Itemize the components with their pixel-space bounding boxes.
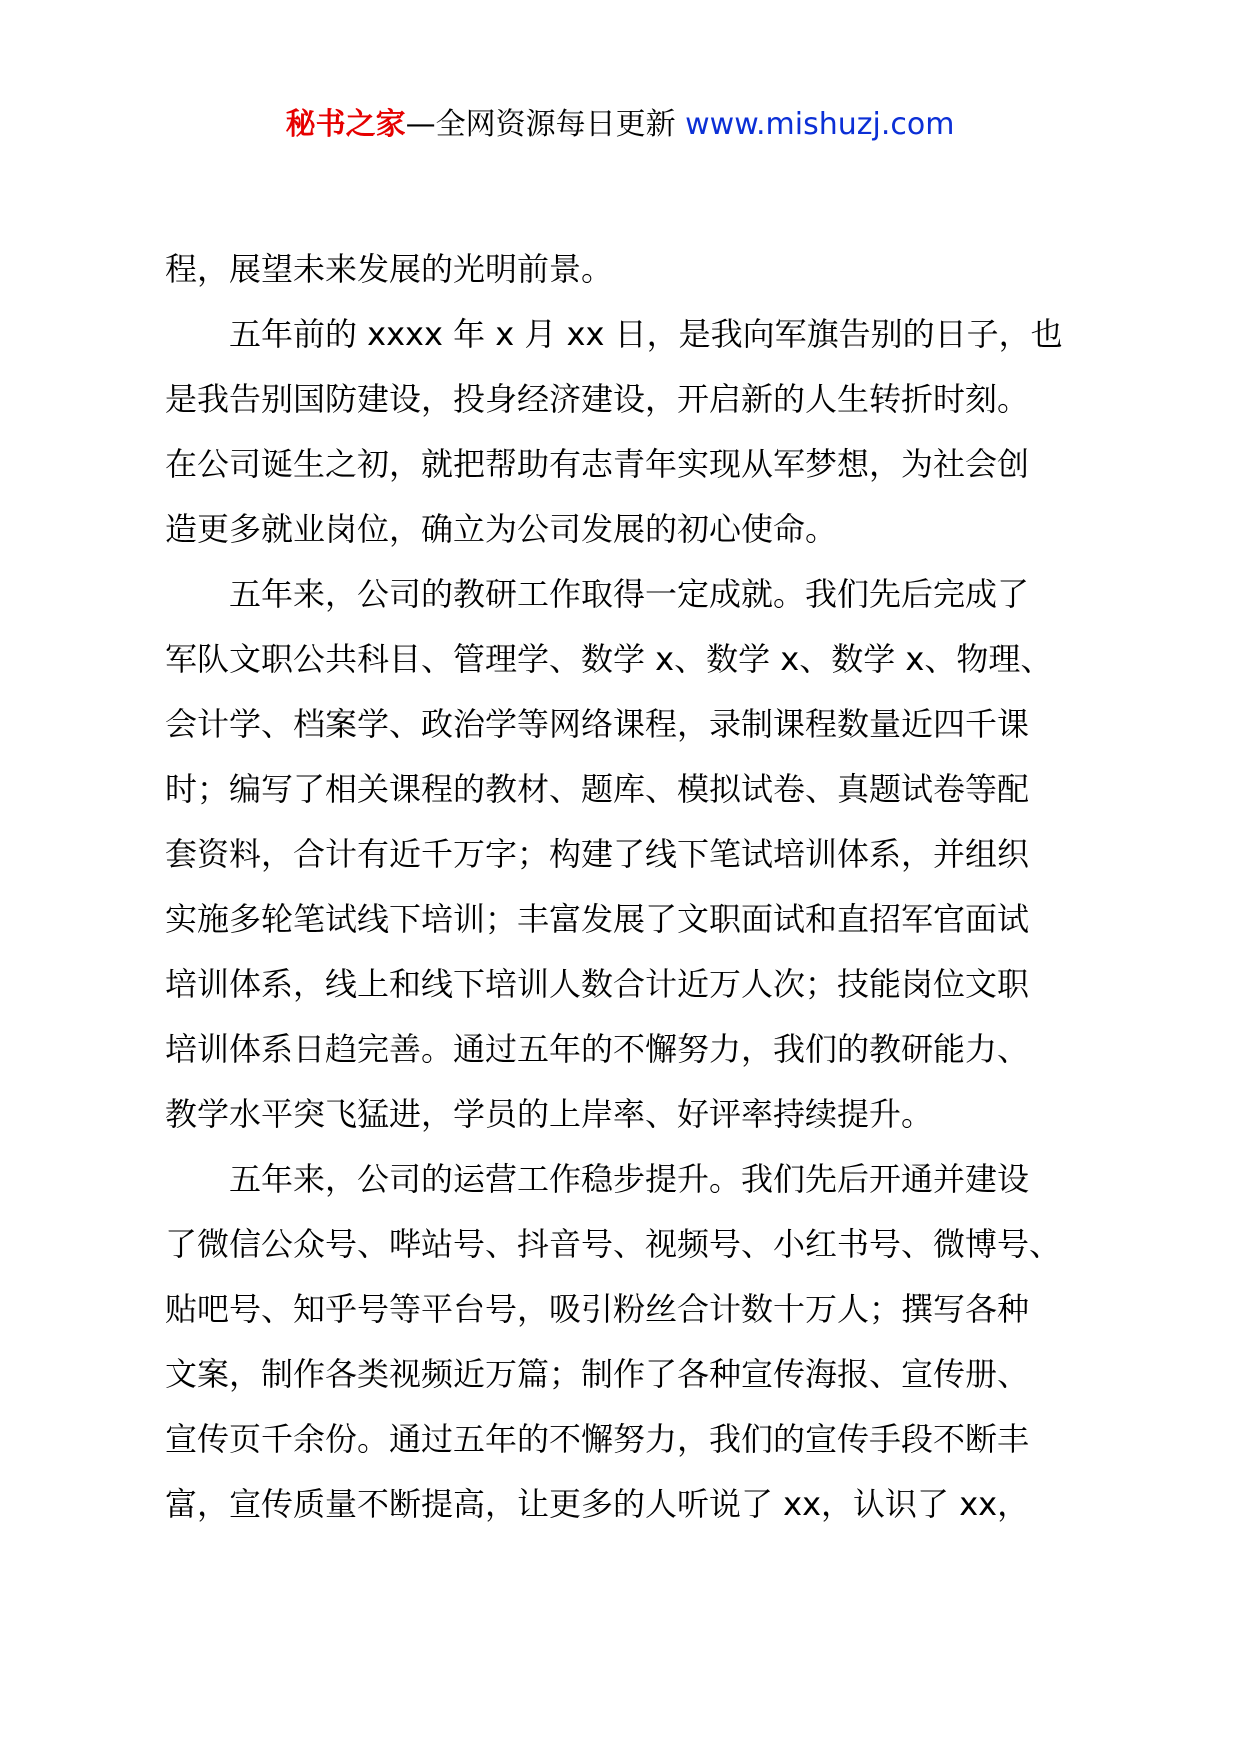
- paragraph-start-line: 五年前的 xxxx 年 x 月 xx 日，是我向军旗告别的日子，也: [229, 315, 1063, 353]
- text-line: 教学水平突飞猛进，学员的上岸率、好评率持续提升。: [165, 1095, 934, 1133]
- text-line: 会计学、档案学、政治学等网络课程，录制课程数量近四千课: [165, 705, 1030, 743]
- text-line: 是我告别国防建设，投身经济建设，开启新的人生转折时刻。: [165, 380, 1030, 418]
- text-line: 在公司诞生之初，就把帮助有志青年实现从军梦想，为社会创: [165, 445, 1030, 483]
- text-line: 套资料，合计有近千万字；构建了线下笔试培训体系，并组织: [165, 835, 1030, 873]
- text-line: 造更多就业岗位，确立为公司发展的初心使命。: [165, 510, 838, 548]
- text-line: 贴吧号、知乎号等平台号，吸引粉丝合计数十万人；撰写各种: [165, 1290, 1030, 1328]
- header-url-link[interactable]: www.mishuzj.com: [685, 107, 955, 142]
- text-line: 培训体系，线上和线下培训人数合计近万人次；技能岗位文职: [165, 965, 1030, 1003]
- text-line: 实施多轮笔试线下培训；丰富发展了文职面试和直招军官面试: [165, 900, 1030, 938]
- paragraph-start-line: 五年来，公司的运营工作稳步提升。我们先后开通并建设: [229, 1160, 1030, 1198]
- text-line: 宣传页千余份。通过五年的不懈努力，我们的宣传手段不断丰: [165, 1420, 1030, 1458]
- page-header: [0, 100, 1240, 150]
- document-body: [165, 237, 1105, 1537]
- text-line: 军队文职公共科目、管理学、数学 x、数学 x、数学 x、物理、: [165, 640, 1053, 678]
- text-line: 程，展望未来发展的光明前景。: [165, 250, 614, 288]
- text-line: 培训体系日趋完善。通过五年的不懈努力，我们的教研能力、: [165, 1030, 1030, 1068]
- paragraph-start-line: 五年来，公司的教研工作取得一定成就。我们先后完成了: [229, 575, 1030, 613]
- text-line: 文案，制作各类视频近万篇；制作了各种宣传海报、宣传册、: [165, 1355, 1030, 1393]
- text-line: 了微信公众号、哔站号、抖音号、视频号、小红书号、微博号、: [165, 1225, 1062, 1263]
- text-line: 富，宣传质量不断提高，让更多的人听说了 xx，认识了 xx，: [165, 1485, 1030, 1523]
- text-line: 时；编写了相关课程的教材、题库、模拟试卷、真题试卷等配: [165, 770, 1030, 808]
- header-tagline: —全网资源每日更新: [405, 107, 686, 142]
- brand-name: 秘书之家: [285, 107, 406, 142]
